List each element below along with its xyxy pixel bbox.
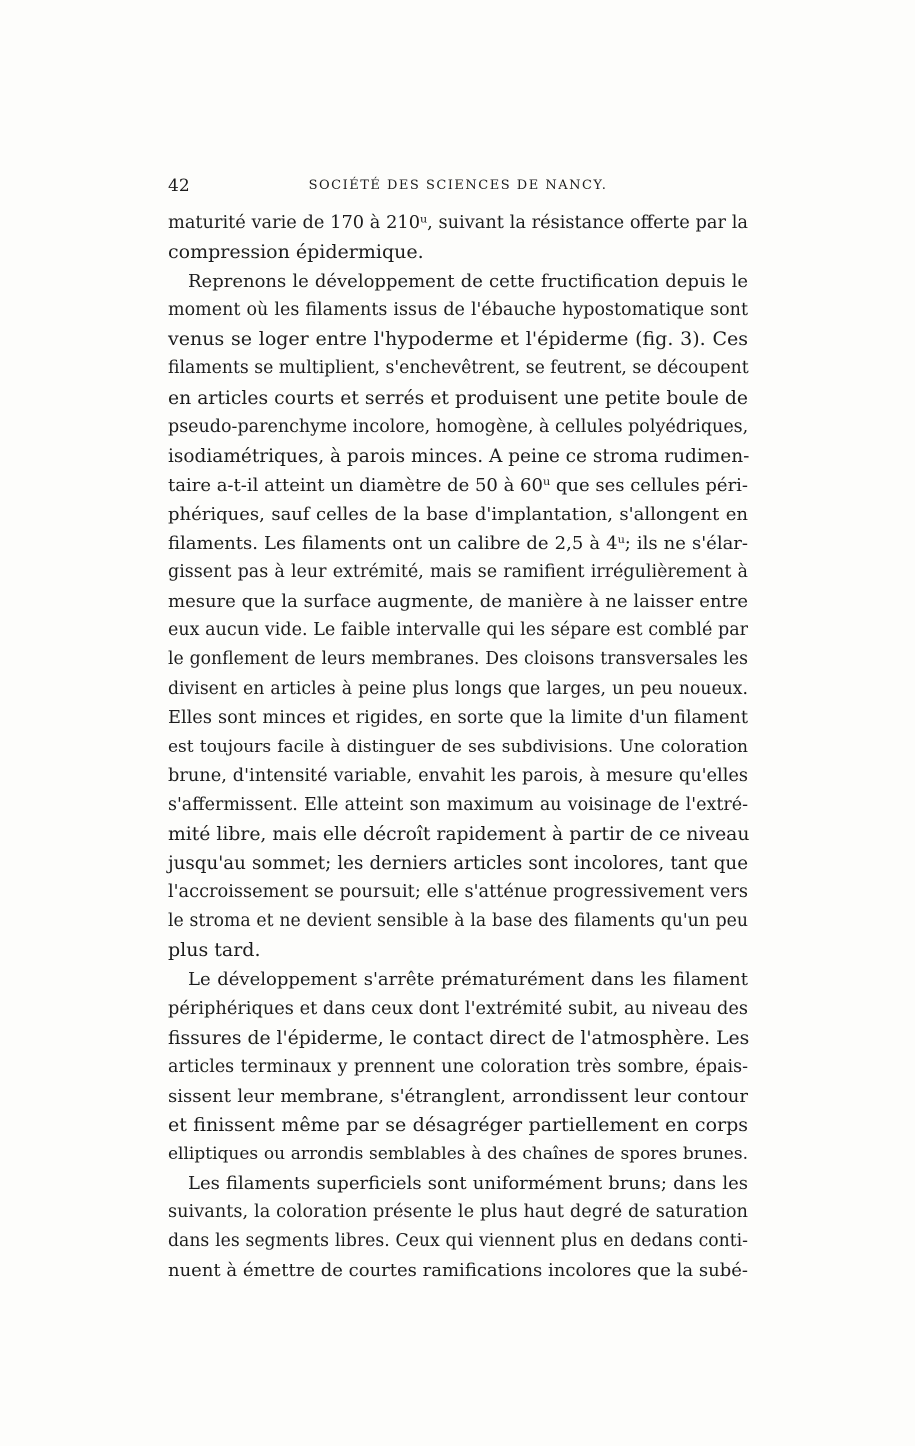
paragraph	[168, 267, 748, 965]
text-line: compression épidermique.	[168, 241, 424, 264]
running-title: SOCIÉTÉ DES SCIENCES DE NANCY.	[308, 178, 608, 193]
paragraph	[168, 209, 748, 267]
text-line: s'affermissent. Elle atteint son maximum au voisinage de l'extré-	[168, 794, 748, 815]
text-line: jusqu'au sommet; les derniers articles sont incolores, tant que	[168, 853, 748, 875]
text-line: divisent en articles à peine plus longs que larges, un peu noueux.	[168, 678, 748, 699]
text-line: Reprenons le développement de cette fructification depuis le	[188, 271, 748, 293]
paragraph	[168, 965, 748, 1169]
text-line: l'accroissement se poursuit; elle s'atténue progressivement vers	[168, 882, 748, 903]
text-line: mesure que la surface augmente, de manière à ne laisser entre	[168, 591, 748, 613]
text-line: le gonflement de leurs membranes. Des cloisons transversales les	[168, 649, 748, 670]
text-line: pseudo-parenchyme incolore, homogène, à cellules polyédriques,	[168, 416, 749, 437]
text-line: nuent à émettre de courtes ramifications incolores que la subé-	[168, 1260, 748, 1282]
text-line: taire a-t-il atteint un diamètre de 50 à 60ᵘ que ses cellules péri-	[168, 474, 749, 496]
text-line: phériques, sauf celles de la base d'implantation, s'allongent en	[168, 503, 748, 525]
page-number: 42	[168, 176, 190, 196]
text-line: et finissent même par se désagréger partiellement en corps	[168, 1113, 748, 1136]
text-line: en articles courts et serrés et produisent une petite boule de	[168, 387, 748, 409]
text-line: le stroma et ne devient sensible à la base des filaments qu'un peu	[168, 911, 748, 932]
text-line: articles terminaux y prennent une coloration très sombre, épais-	[168, 1056, 748, 1077]
text-line: gissent pas à leur extrémité, mais se ramifient irrégulièrement à	[168, 562, 748, 583]
text-line: sissent leur membrane, s'étranglent, arrondissent leur contour	[168, 1085, 748, 1107]
text-line: brune, d'intensité variable, envahit les parois, à mesure qu'elles	[168, 765, 748, 786]
text-line: suivants, la coloration présente le plus haut degré de saturation	[168, 1202, 748, 1223]
text-line: dans les segments libres. Ceux qui viennent plus en dedans conti-	[168, 1231, 748, 1252]
text-line: périphériques et dans ceux dont l'extrémité subit, au niveau des	[168, 998, 748, 1019]
text-line: Les filaments superficiels sont uniformément bruns; dans les	[188, 1173, 748, 1195]
text-line: fissures de l'épiderme, le contact direct de l'atmosphère. Les	[168, 1027, 750, 1049]
text-line: Le développement s'arrête prématurément dans les filament	[188, 969, 748, 991]
text-line: isodiamétriques, à parois minces. A peine ce stroma rudimen-	[168, 445, 750, 467]
text-line: venus se loger entre l'hypoderme et l'épiderme (fig. 3). Ces	[168, 328, 748, 351]
text-line: filaments. Les filaments ont un calibre de 2,5 à 4ᵘ; ils ne s'élar-	[168, 533, 748, 555]
text-line: eux aucun vide. Le faible intervalle qui les sépare est comblé par	[168, 620, 748, 641]
text-line: Elles sont minces et rigides, en sorte que la limite d'un filament	[168, 707, 748, 728]
text-line: filaments se multiplient, s'enchevêtrent, se feutrent, se découpent	[168, 358, 749, 379]
paragraph	[168, 1169, 748, 1285]
text-line: elliptiques ou arrondis semblables à des chaînes de spores brunes.	[168, 1144, 748, 1164]
body-text	[168, 209, 748, 1285]
page-header	[168, 176, 748, 198]
text-line: plus tard.	[168, 939, 261, 962]
text-line: est toujours facile à distinguer de ses subdivisions. Une coloration	[168, 736, 748, 757]
text-line: maturité varie de 170 à 210ᵘ, suivant la résistance offerte par la	[168, 213, 748, 233]
text-line: mité libre, mais elle décroît rapidement à partir de ce niveau	[168, 823, 750, 845]
text-line: moment où les filaments issus de l'ébauche hypostomatique sont	[168, 300, 748, 321]
